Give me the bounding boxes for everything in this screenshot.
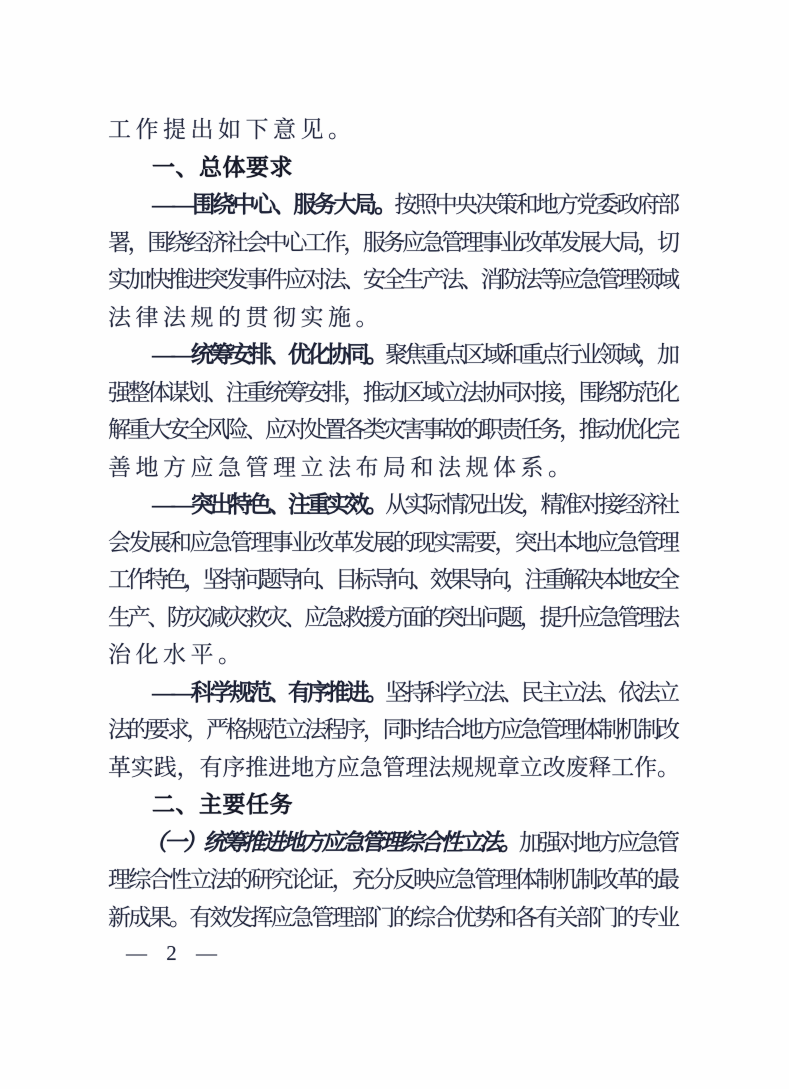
- body-text: 聚焦重点区域和重点行业领域，加: [385, 342, 677, 367]
- body-text: 实加快推进突发事件应对法、安全生产法、消防法等应急管理领域: [108, 267, 677, 292]
- body-text: 从实际情况出发，精准对接经济社: [385, 492, 677, 517]
- text-line: [108, 449, 680, 487]
- body-text: 工作特色，坚持问题导向、目标导向、效果导向，注重解决本地安全: [108, 567, 676, 592]
- text-line: [108, 599, 680, 637]
- text-line: [108, 261, 680, 299]
- text-line: [108, 111, 680, 149]
- body-text: 加强对地方应急管: [518, 829, 677, 855]
- text-line: [108, 861, 680, 899]
- body-text: 善地方应急管理立法布局和法规体系。: [108, 454, 576, 480]
- body-text: 坚持科学立法、民主立法、依法立: [385, 679, 677, 705]
- text-line: [108, 336, 680, 374]
- body-text: 工作提出如下意见。: [108, 117, 356, 142]
- lead-phrase: ——围绕中心、服务大局。: [152, 192, 395, 217]
- text-line: [108, 374, 680, 412]
- lead-phrase: ——科学规范、有序推进。: [152, 679, 386, 705]
- text-line: [108, 749, 680, 787]
- body-text: 按照中央决策和地方党委政府部: [394, 192, 678, 217]
- text-line: [108, 824, 680, 862]
- text-line: [108, 486, 680, 524]
- text-line: [108, 224, 680, 262]
- body-text: 二、主要任务: [152, 791, 293, 817]
- text-line: [108, 524, 680, 562]
- text-line: [108, 711, 680, 749]
- body-text: 解重大安全风险、应对处置各类灾害事故的职责任务，推动优化完: [108, 417, 677, 442]
- body-text: 治化水平。: [108, 642, 246, 667]
- section-heading: [108, 786, 680, 824]
- body-text: 生产、防灾减灾救灾、应急救援方面的突出问题，提升应急管理法: [108, 604, 677, 630]
- text-line: [108, 186, 680, 224]
- text-line: [108, 636, 680, 674]
- text-line: [108, 411, 680, 449]
- page-number: — 2 —: [126, 941, 219, 965]
- body-text: 强整体谋划、注重统筹安排，推动区域立法协同对接，围绕防范化: [108, 379, 677, 405]
- text-line: [108, 899, 680, 937]
- text-line: [108, 299, 680, 337]
- body-text: 革实践，有序推进地方应急管理法规规章立改废释工作。: [108, 754, 680, 780]
- body-text: 署，围绕经济社会中心工作，服务应急管理事业改革发展大局，切: [108, 229, 677, 255]
- document-content: [108, 111, 680, 936]
- body-text: 理综合性立法的研究论证，充分反映应急管理体制机制改革的最: [108, 867, 678, 892]
- lead-phrase: （一）统筹推进地方应急管理综合性立法。: [144, 829, 519, 855]
- body-text: 法的要求，严格规范立法程序，同时结合地方应急管理体制机制改: [108, 717, 677, 742]
- body-text: 新成果。有效发挥应急管理部门的综合优势和各有关部门的专业: [108, 904, 678, 930]
- lead-phrase: ——突出特色、注重实效。: [152, 492, 386, 517]
- text-line: [108, 561, 680, 599]
- section-heading: [108, 149, 680, 187]
- body-text: 会发展和应急管理事业改革发展的现实需要，突出本地应急管理: [108, 529, 678, 555]
- body-text: 一、总体要求: [152, 153, 293, 180]
- text-line: [108, 674, 680, 712]
- body-text: 法律法规的贯彻实施。: [108, 304, 383, 330]
- lead-phrase: ——统筹安排、优化协同。: [152, 342, 386, 367]
